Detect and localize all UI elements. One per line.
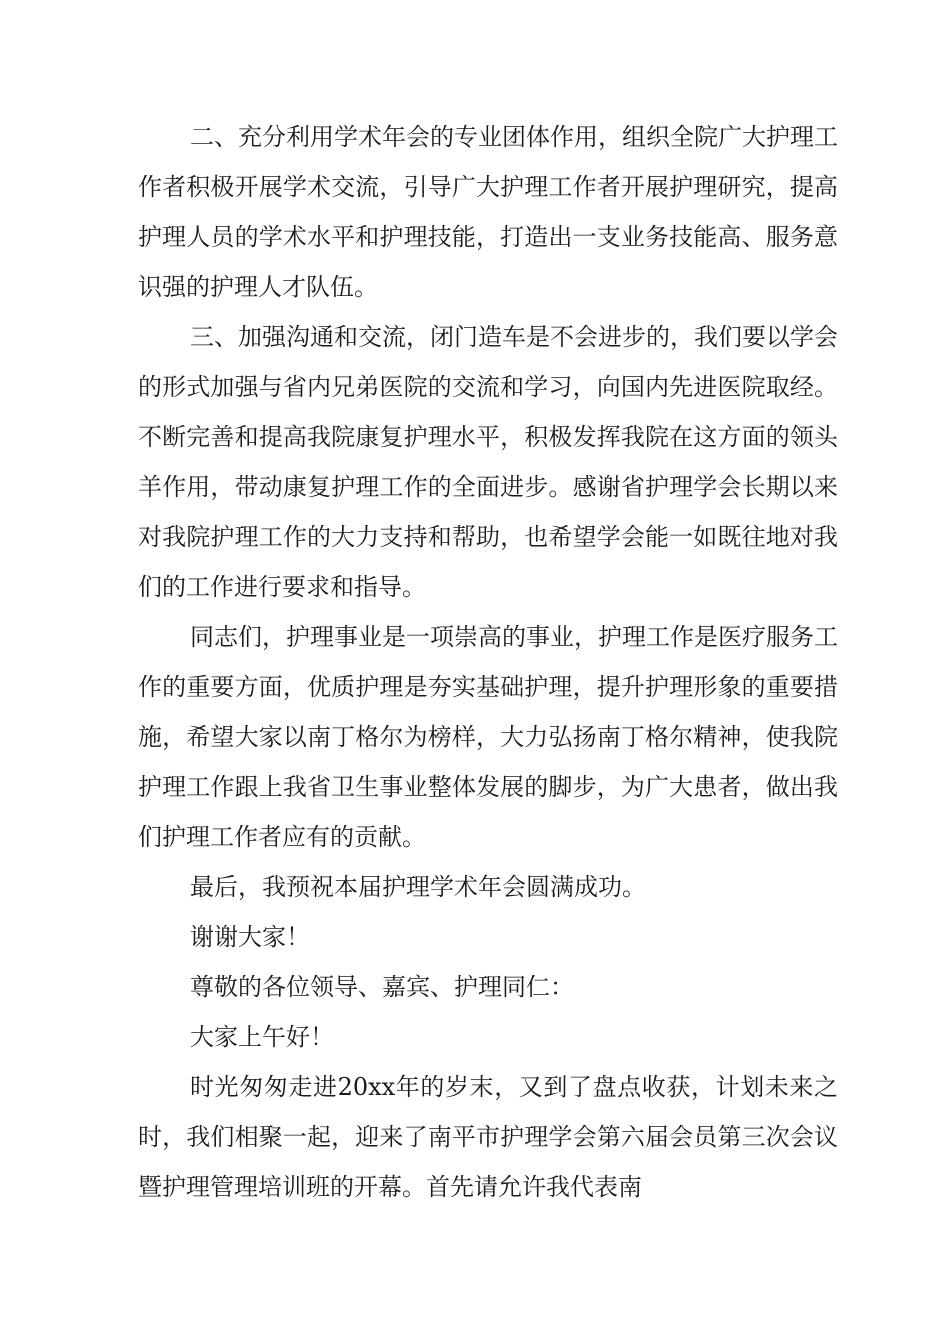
paragraph-thanks: 谢谢大家！ [190, 923, 310, 951]
paragraph-greeting: 大家上午好！ [190, 1023, 334, 1051]
document-page [138, 112, 838, 1212]
paragraph-closing-wish: 最后，我预祝本届护理学术年会圆满成功。 [190, 873, 646, 901]
paragraph-2-expert-groups: 二、充分利用学术年会的专业团体作用，组织全院广大护理工作者积极开展学术交流，引导广大护理工作者开展护理研究，提高护理人员的学术水平和护理技能，打造出一支业务技能高、服务意识强的护理人才队伍。 [138, 123, 838, 301]
paragraph-3-communication: 三、加强沟通和交流，闭门造车是不会进步的，我们要以学会的形式加强与省内兄弟医院的交流和学习，向国内先进医院取经。不断完善和提高我院康复护理水平，积极发挥我院在这方面的领头羊作用，带动康复护理工作的全面进步。感谢省护理学会长期以来对我院护理工作的大力支持和帮助，也希望学会能一如既往地对我们的工作进行要求和指导。 [138, 323, 838, 601]
paragraph-salutation: 尊敬的各位领导、嘉宾、护理同仁： [190, 973, 574, 1001]
paragraph-comrades: 同志们，护理事业是一项崇高的事业，护理工作是医疗服务工作的重要方面，优质护理是夯实基础护理，提升护理形象的重要措施，希望大家以南丁格尔为榜样，大力弘扬南丁格尔精神，使我院护理工作跟上我省卫生事业整体发展的脚步，为广大患者，做出我们护理工作者应有的贡献。 [138, 623, 838, 851]
paragraph-opening: 时光匆匆走进20xx年的岁末，又到了盘点收获，计划未来之时，我们相聚一起，迎来了南平市护理学会第六届会员第三次会议暨护理管理培训班的开幕。首先请允许我代表南 [138, 1073, 838, 1201]
